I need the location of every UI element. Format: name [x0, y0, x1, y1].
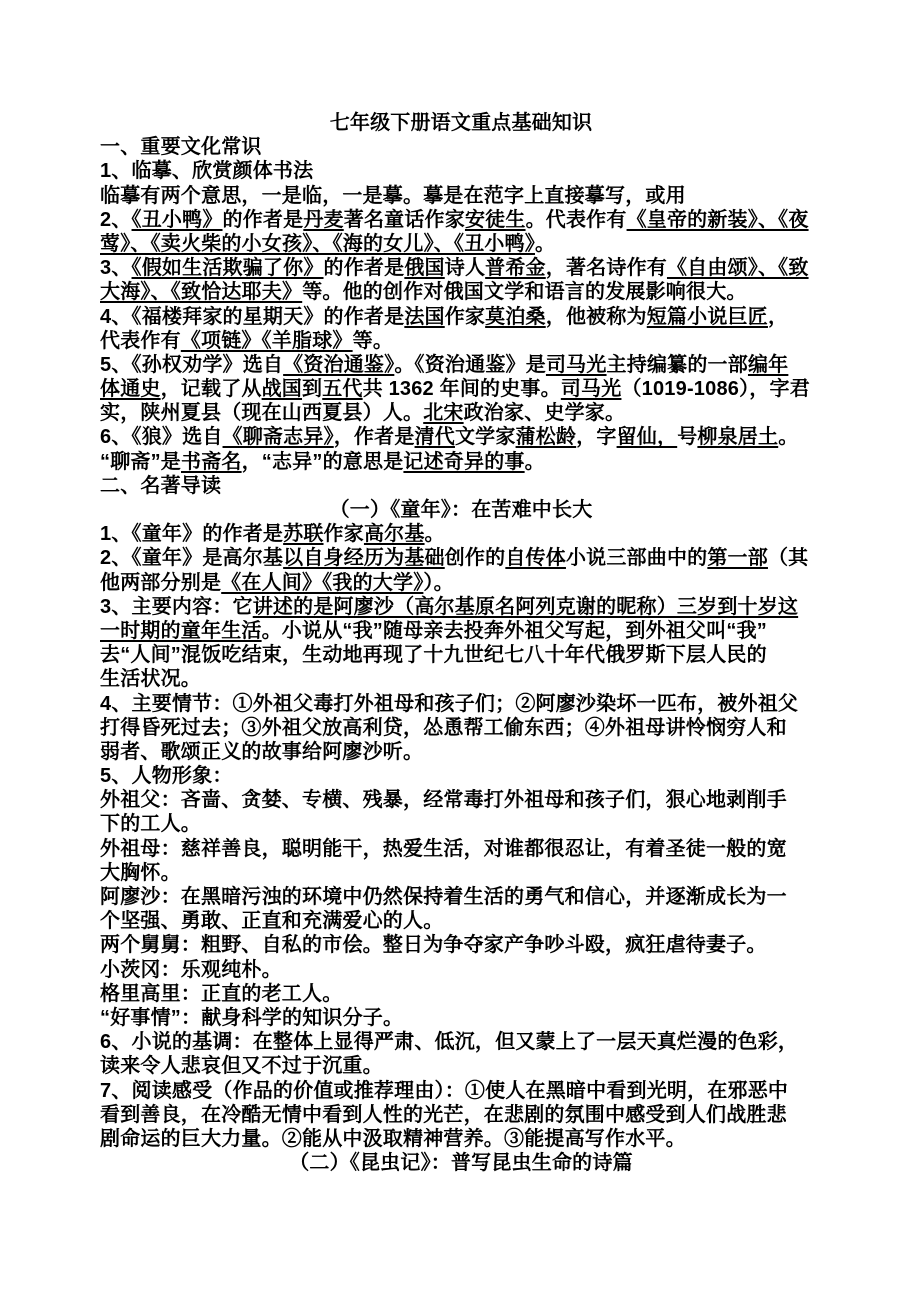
- underlined-text: 《项链》《羊脂球》: [180, 329, 353, 352]
- text: 2、《童年》是高尔基: [100, 547, 284, 570]
- text: 1、《童年》的作者是: [100, 523, 284, 546]
- underlined-text: 俄国: [404, 257, 445, 280]
- underlined-text: 《假如生活欺骗了你》: [131, 257, 324, 280]
- text-line: [100, 982, 822, 1006]
- text-line: [100, 1054, 822, 1078]
- text: 号: [677, 426, 698, 449]
- text: 。: [778, 426, 799, 449]
- text: 到: [302, 378, 323, 401]
- text: 去“人间”混饭吃结束，生动地再现了十九世纪七八十年代俄罗斯下层人民的: [100, 644, 767, 667]
- text-line: [100, 498, 822, 522]
- underlined-text: 《聊斋志异》: [222, 426, 334, 449]
- text: 5、《孙权劝学》选自: [100, 353, 284, 376]
- underlined-text: 高尔基: [363, 523, 425, 546]
- text-line: [100, 1030, 822, 1054]
- underlined-text: 《资治通鉴》: [283, 353, 395, 376]
- text: 他两部分别是: [100, 571, 222, 594]
- text-line: [100, 764, 822, 788]
- text-line: [100, 305, 822, 329]
- text-line: [100, 329, 822, 353]
- text: 6、《狼》选自: [100, 426, 223, 449]
- text: 看到善良，在冷酷无情中看到人性的光芒，在悲剧的氛围中感受到人们战胜悲: [100, 1103, 787, 1126]
- text: 阿廖沙：在黑暗污浊的环境中仍然保持着生活的勇气和信心，并逐渐成长为一: [100, 886, 787, 908]
- underlined-text: 莺》、《卖火柴的小女孩》、《海的女儿》、《丑小鸭》: [100, 232, 535, 255]
- text-line: [100, 788, 822, 812]
- underlined-text: 记述奇异的事: [403, 450, 525, 473]
- text-line: [100, 208, 822, 232]
- text-line: [100, 280, 822, 304]
- underlined-text: 体通史: [100, 378, 161, 401]
- underlined-text: 司马光: [560, 378, 622, 401]
- underlined-text: 丹麦: [303, 208, 344, 231]
- text: 文学家: [454, 426, 516, 449]
- text: 外祖母：慈祥善良，聪明能干，热爱生活，对谁都很忍让，有着圣徒一般的宽: [100, 837, 787, 860]
- text-line: [100, 837, 822, 861]
- underlined-text: 《皇帝的新装》、《夜: [626, 208, 809, 231]
- underlined-text: 大海》、《致恰达耶夫》: [100, 281, 303, 304]
- underlined-text: 法国: [404, 305, 445, 328]
- text: 的作者是: [323, 257, 405, 280]
- text-line: [100, 933, 822, 957]
- text-line: [100, 522, 822, 546]
- text: 共 1362 年间的史事。: [362, 378, 561, 401]
- underlined-text: 留仙，: [616, 426, 678, 449]
- text: 剧命运的巨大力量。②能从中汲取精神营养。③能提高写作水平。: [100, 1127, 686, 1150]
- underlined-text: 蒲松龄: [515, 426, 577, 449]
- text: 小说三部曲中的: [565, 547, 708, 570]
- text-line: [100, 353, 822, 377]
- underlined-text: 莫泊桑: [485, 305, 546, 328]
- underlined-text: 《自由颂》、《致: [666, 257, 809, 280]
- text-line: [100, 812, 822, 836]
- underlined-text: 苏联: [283, 523, 324, 546]
- text-line: [100, 716, 822, 740]
- text-line: [100, 667, 822, 691]
- text: 创作的: [444, 547, 506, 570]
- underlined-text: 自传体: [505, 547, 566, 570]
- text: 政治家、史学家。: [463, 402, 626, 425]
- text: 作家: [323, 523, 364, 546]
- text-line: [100, 909, 822, 933]
- underlined-text: 司马光: [545, 353, 607, 376]
- text: （其: [767, 547, 809, 570]
- text: ，“志异”的意思是: [241, 450, 404, 473]
- underlined-text: 安徒生: [464, 208, 526, 231]
- text-line: [100, 425, 822, 449]
- underlined-text: 五代: [322, 378, 363, 401]
- document-content: [100, 111, 822, 1175]
- text: 6、小说的基调：在整体上显得严肃、低沉，但又蒙上了一层天真烂漫的色彩，: [100, 1031, 799, 1054]
- text-line: [100, 595, 822, 619]
- underlined-text: 《在人间》《我的大学》: [221, 571, 424, 594]
- text: （二）《昆虫记》：普写昆虫生命的诗篇: [289, 1152, 633, 1175]
- text: 。小说从“我”随母亲去投奔外祖父写起，到外祖父叫“我”: [261, 619, 768, 642]
- text-line: [100, 958, 822, 982]
- text: 。代表作有: [525, 208, 627, 231]
- underlined-text: 短篇小说巨匠: [646, 305, 768, 328]
- text: 临摹有两个意思，一是临，一是摹。摹是在范字上直接摹写，或用: [100, 184, 686, 207]
- text-line: [100, 184, 822, 208]
- text: 7、阅读感受（作品的价值或推荐理由）：①使人在黑暗中看到光明，在邪恶中: [100, 1079, 789, 1102]
- text: 。: [424, 523, 445, 546]
- text: 两个舅舅：粗野、自私的市侩。整日为争夺家产争吵斗殴，疯狂虐待妻子。: [100, 934, 767, 957]
- text-line: [100, 740, 822, 764]
- underlined-text: 北宋: [423, 402, 464, 425]
- text-line: [100, 256, 822, 280]
- text: （1019-1086），字君: [621, 378, 810, 401]
- underlined-text: 一时期的童年生活: [100, 619, 262, 642]
- text: 实，陕州夏县（现在山西夏县）人。: [100, 402, 424, 425]
- text: 3、主要内容：它: [100, 595, 253, 618]
- text-line: [100, 401, 822, 425]
- text: ，著名诗作有: [545, 257, 667, 280]
- underlined-text: 讲述的是阿廖沙（高尔基原名阿列克谢的昵称）三岁到十岁这: [252, 595, 799, 618]
- text: 大胸怀。: [100, 861, 181, 884]
- text: 外祖父：吝啬、贪婪、专横、残暴，经常毒打外祖母和孩子们，狠心地剥削手: [100, 789, 787, 812]
- text: ）。: [423, 571, 454, 594]
- text: “聊斋”是: [100, 450, 181, 473]
- underlined-text: 以自身经历为基础: [283, 547, 445, 570]
- text: 作家: [444, 305, 486, 328]
- text-line: [100, 861, 822, 885]
- text: 诗人: [444, 257, 486, 280]
- text: 格里高里：正直的老工人。: [100, 982, 343, 1005]
- text: 代表作有: [100, 329, 181, 352]
- text-line: [100, 546, 822, 570]
- text: 小茨冈：乐观纯朴。: [100, 958, 282, 981]
- text: 的作者是: [222, 208, 304, 231]
- text-line: [100, 692, 822, 716]
- document-title: 七年级下册语文重点基础知识: [329, 112, 593, 134]
- text: 4、主要情节：①外祖父毒打外祖母和孩子们；②阿廖沙染坏一匹布，被外祖父: [100, 692, 799, 715]
- text: 4、《福楼拜家的星期天》的作者是: [100, 305, 405, 328]
- text-line: [100, 377, 822, 401]
- underlined-text: 战国: [261, 378, 303, 401]
- text: ，: [767, 305, 789, 328]
- text: 2、: [100, 208, 132, 231]
- text: 生活状况。: [100, 668, 201, 691]
- underlined-text: 《丑小鸭》: [131, 208, 223, 231]
- text-line: [100, 450, 822, 474]
- text: 等。他的创作对俄国文学和语言的发展影响很大。: [302, 281, 747, 304]
- text: 二、名著导读: [100, 474, 222, 497]
- text: 下的工人。: [100, 813, 201, 836]
- text: 等。: [352, 329, 394, 352]
- underlined-text: 第一部: [707, 547, 768, 570]
- text: ，他被称为: [545, 305, 647, 328]
- text: 一、重要文化常识: [100, 136, 262, 159]
- text: 3、: [100, 257, 132, 280]
- text: 弱者、歌颂正义的故事给阿廖沙听。: [100, 740, 424, 763]
- text-line: [100, 1151, 822, 1175]
- text: “好事情”：献身科学的知识分子。: [100, 1006, 404, 1029]
- text: 。《资治通鉴》是: [394, 353, 546, 376]
- text: 5、人物形象：: [100, 765, 233, 788]
- text-line: [100, 885, 822, 909]
- text-line: [100, 159, 822, 183]
- text: 打得昏死过去；③外祖父放高利贷，怂恿帮工偷东西；④外祖母讲怜悯穷人和: [100, 716, 787, 739]
- text: 个坚强、勇敢、正直和充满爱心的人。: [100, 910, 444, 933]
- text: 1、临摹、欣赏颜体书法: [100, 160, 314, 183]
- text: 。: [535, 232, 556, 255]
- text-line: [100, 619, 822, 643]
- text-line: [100, 571, 822, 595]
- underlined-text: 普希金: [485, 257, 546, 280]
- text-line: [100, 643, 822, 667]
- underlined-text: 清代: [414, 426, 455, 449]
- underlined-text: 编年: [747, 353, 789, 376]
- underlined-text: 柳泉居土: [697, 426, 779, 449]
- text-line: [100, 1127, 822, 1151]
- text-line: [100, 135, 822, 159]
- text-line: [100, 232, 822, 256]
- text: 主持编纂的一部: [606, 353, 748, 376]
- text: （一）《童年》：在苦难中长大: [329, 499, 593, 521]
- underlined-text: 书斋名: [181, 450, 242, 473]
- text: 。: [524, 450, 545, 473]
- text: 著名童话作家: [343, 208, 465, 231]
- text-line: [100, 1079, 822, 1103]
- text-line: [100, 1103, 822, 1127]
- text: ，记载了从: [160, 378, 262, 401]
- text-line: [100, 474, 822, 498]
- text: 读来令人悲哀但又不过于沉重。: [100, 1055, 383, 1078]
- document-body: [100, 135, 822, 1175]
- text-line: [100, 1006, 822, 1030]
- text: ，作者是: [333, 426, 415, 449]
- text: ，字: [576, 426, 617, 449]
